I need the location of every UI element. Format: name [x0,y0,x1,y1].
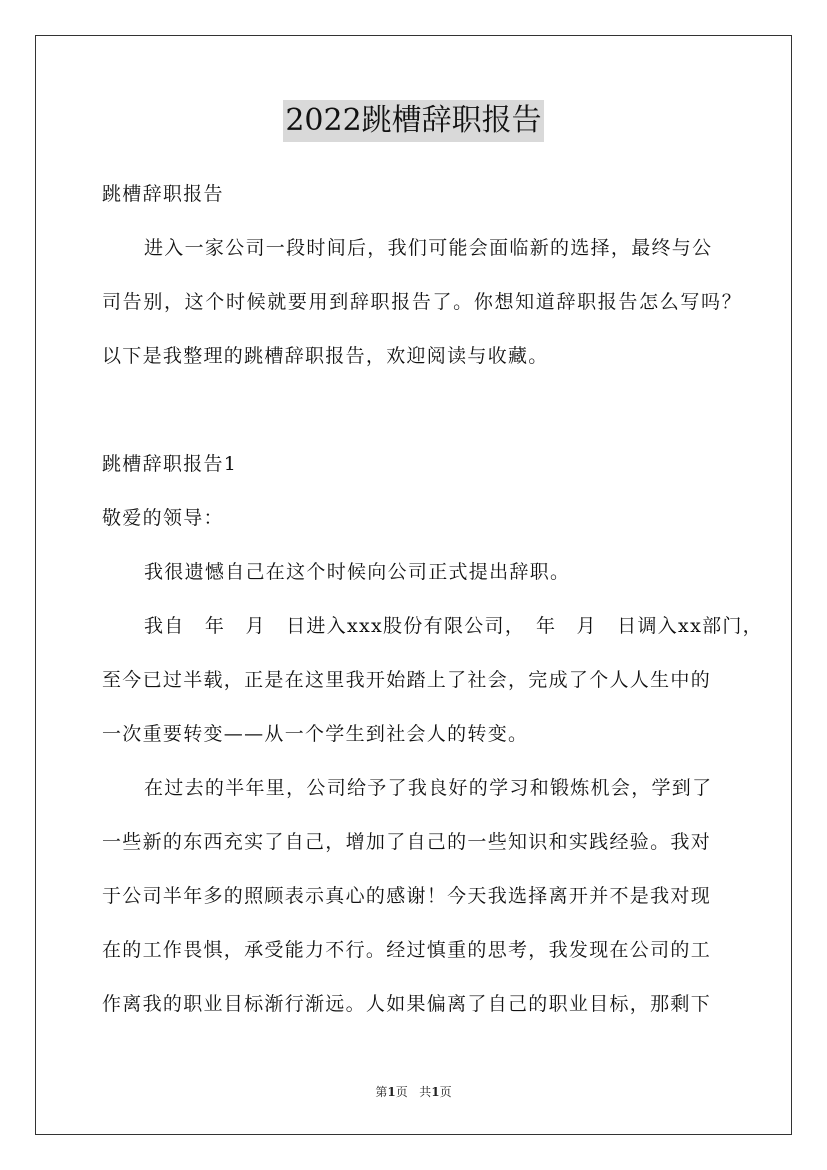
page-footer [0,1083,827,1101]
footer-total-unit: 页 [439,1085,452,1099]
document-title: 2022跳槽辞职报告 [283,100,543,142]
paragraph-line: 我很遗憾自己在这个时候向公司正式提出辞职。 [144,561,571,583]
paragraph-line: 于公司半年多的照顾表示真心的感谢！今天我选择离开并不是我对现 [102,885,712,907]
paragraph-line: 一次重要转变——从一个学生到社会人的转变。 [102,723,529,745]
section-heading: 跳槽辞职报告 [102,183,224,205]
footer-page-number: 1 [387,1085,396,1099]
footer-total-number: 1 [431,1085,440,1099]
footer-page-prefix: 第 [375,1085,388,1099]
paragraph-line: 在的工作畏惧，承受能力不行。经过慎重的思考，我发现在公司的工 [102,939,712,961]
title-container [0,100,827,142]
paragraph-line: 司告别，这个时候就要用到辞职报告了。你想知道辞职报告怎么写吗？ [102,291,742,313]
salutation: 敬爱的领导： [102,507,224,529]
paragraph-line: 以下是我整理的跳槽辞职报告，欢迎阅读与收藏。 [102,345,549,367]
paragraph-line: 至今已过半载，正是在这里我开始踏上了社会，完成了个人人生中的 [102,669,712,691]
footer-total-prefix: 共 [419,1085,432,1099]
paragraph-line: 我自 年 月 日进入xxx股份有限公司， 年 月 日调入xx部门， [144,615,763,637]
paragraph-line: 一些新的东西充实了自己，增加了自己的一些知识和实践经验。我对 [102,831,712,853]
paragraph-line: 在过去的半年里，公司给予了我良好的学习和锻炼机会，学到了 [144,777,713,799]
paragraph-line: 进入一家公司一段时间后，我们可能会面临新的选择，最终与公 [144,237,713,259]
section-heading: 跳槽辞职报告1 [102,453,238,475]
paragraph-line: 作离我的职业目标渐行渐远。人如果偏离了自己的职业目标，那剩下 [102,993,712,1015]
footer-page-unit: 页 [395,1085,408,1099]
